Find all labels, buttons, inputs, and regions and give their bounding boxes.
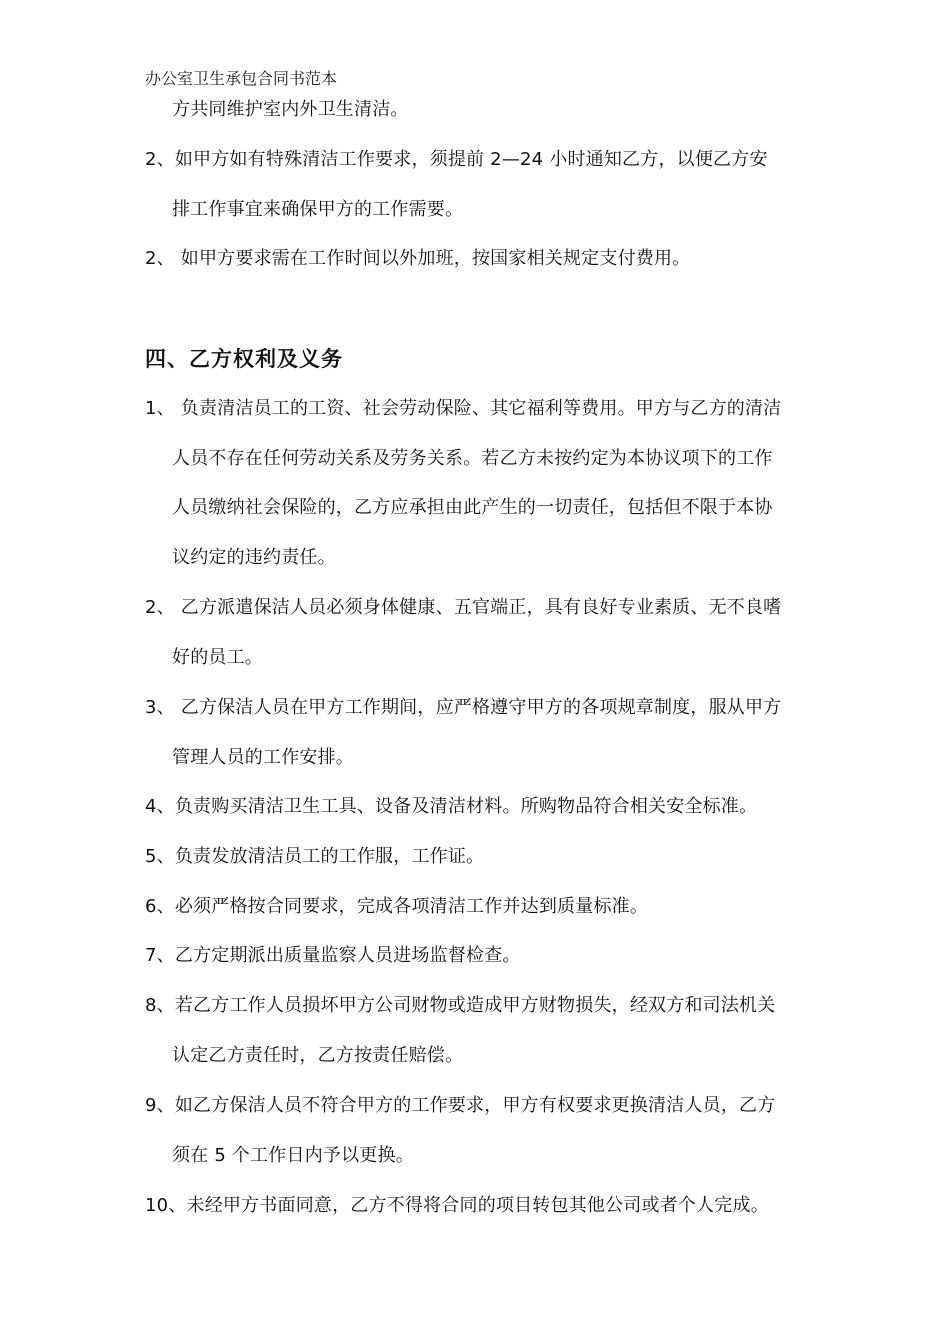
list-item-line: 2、 乙方派遣保洁人员必须身体健康、五官端正，具有良好专业素质、无不良嗜: [145, 597, 782, 618]
list-item-line: 好的员工。: [172, 647, 263, 668]
section-heading: 四、乙方权利及义务: [145, 347, 343, 371]
list-item-line: 8、若乙方工作人员损坏甲方公司财物或造成甲方财物损失，经双方和司法机关: [145, 995, 776, 1016]
list-item-line: 3、 乙方保洁人员在甲方工作期间，应严格遵守甲方的各项规章制度，服从甲方: [145, 697, 782, 718]
list-item-line: 人员不存在任何劳动关系及劳务关系。若乙方未按约定为本协议项下的工作: [172, 448, 773, 469]
list-item-line: 认定乙方责任时，乙方按责任赔偿。: [172, 1045, 464, 1066]
list-item-line: 4、负责购买清洁卫生工具、设备及清洁材料。所购物品符合相关安全标准。: [145, 796, 758, 817]
list-item-line: 5、负责发放清洁员工的工作服，工作证。: [145, 846, 485, 867]
list-item-line: 7、乙方定期派出质量监察人员进场监督检查。: [145, 945, 521, 966]
list-item-line: 6、必须严格按合同要求，完成各项清洁工作并达到质量标准。: [145, 896, 649, 917]
document-header: 办公室卫生承包合同书范本: [145, 69, 338, 88]
list-item-line: 1、 负责清洁员工的工资、社会劳动保险、其它福利等费用。甲方与乙方的清洁: [145, 398, 782, 419]
list-item-line: 2、 如甲方要求需在工作时间以外加班，按国家相关规定支付费用。: [145, 248, 691, 269]
list-item-line: 须在 5 个工作日内予以更换。: [172, 1145, 414, 1166]
list-item-line: 议约定的违约责任。: [172, 547, 336, 568]
list-item-line: 10、未经甲方书面同意，乙方不得将合同的项目转包其他公司或者个人完成。: [145, 1195, 769, 1216]
list-item-line: 人员缴纳社会保险的，乙方应承担由此产生的一切责任，包括但不限于本协: [172, 497, 773, 518]
list-item-line: 2、如甲方如有特殊清洁工作要求，须提前 2—24 小时通知乙方，以便乙方安: [145, 149, 768, 170]
list-item-line: 排工作事宜来确保甲方的工作需要。: [172, 199, 464, 220]
paragraph-line: 方共同维护室内外卫生清洁。: [172, 99, 409, 120]
list-item-line: 9、如乙方保洁人员不符合甲方的工作要求，甲方有权要求更换清洁人员，乙方: [145, 1095, 776, 1116]
list-item-line: 管理人员的工作安排。: [172, 747, 354, 768]
